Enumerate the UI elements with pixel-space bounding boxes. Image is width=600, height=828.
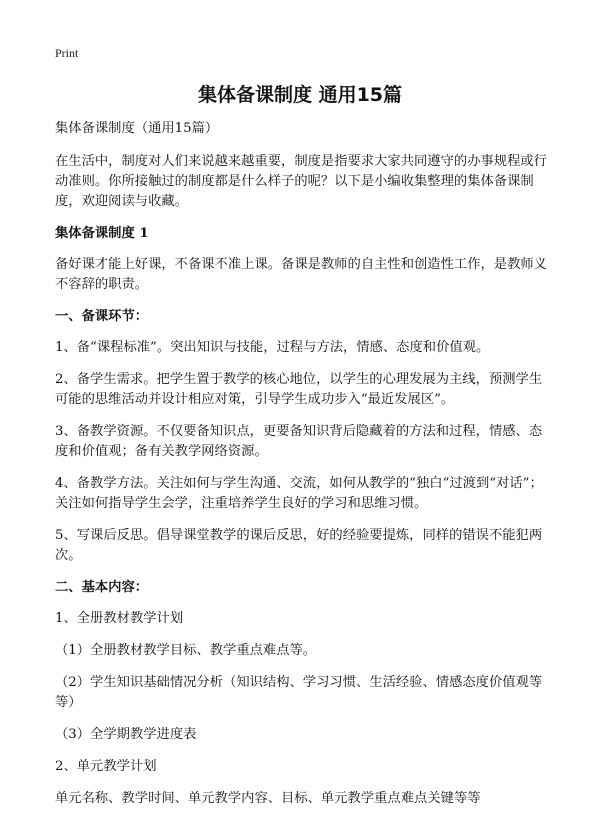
page-title: 集体备课制度 通用15篇 [197,84,403,106]
part1-heading: 一、备课环节： [55,309,149,324]
subtitle: 集体备课制度（通用15篇） [55,121,219,136]
list-item: 1、全册教材教学计划 [55,611,184,626]
section-heading-1: 集体备课制度 1 [55,226,149,241]
list-item: 5、写课后反思。倡导课堂教学的课后反思，好的经验要提炼，同样的错误不能犯两次。 [55,528,543,563]
section-paragraph: 备好课才能上好课，不备课不准上课。备课是教师的自主性和创造性工作，是教师义不容辞的职责。 [55,257,547,292]
list-item: （1）全册教材教学目标、教学重点难点等。 [55,643,317,658]
intro-paragraph: 在生活中，制度对人们来说越来越重要，制度是指要求大家共同遵守的办事规程或行动准则。你所接触过的制度都是什么样子的呢？以下是小编收集整理的集体备课制度，欢迎阅读与收藏。 [55,154,547,209]
part2-heading: 二、基本内容： [55,580,149,595]
list-item: （2）学生知识基础情况分析（知识结构、学习习惯、生活经验、情感态度价值观等等） [55,675,543,710]
list-item: 4、备教学方法。关注如何与学生沟通、交流，如何从教学的“独白”过渡到“对话”；关注如何指导学生会学，注重培养学生良好的学习和思维习惯。 [55,476,543,511]
list-item: 2、单元教学计划 [55,759,157,774]
document-body [55,119,555,821]
list-item: 3、备教学资源。不仅要备知识点，更要备知识背后隐藏着的方法和过程，情感、态度和价值观；备有关教学网络资源。 [55,424,543,459]
list-item: （3）全学期教学进度表 [55,727,197,742]
list-item: 2、备学生需求。把学生置于教学的核心地位，以学生的心理发展为主线，预测学生可能的思维活动并设计相应对策，引导学生成功步入“最近发展区”。 [55,372,543,407]
list-item: 1、备“课程标准”。突出知识与技能，过程与方法，情感、态度和价值观。 [55,340,490,355]
list-item: 单元名称、教学时间、单元教学内容、目标、单元教学重点难点关键等等 [55,791,481,806]
print-link[interactable]: Print [55,46,79,60]
